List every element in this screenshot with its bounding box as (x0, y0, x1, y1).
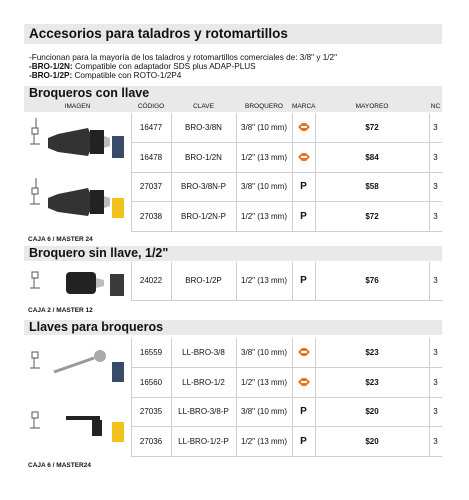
header-mayoreo: MAYOREO (355, 103, 389, 110)
header-nc: NC (430, 103, 441, 110)
cell-codigo: 27036 (139, 436, 163, 446)
cell-nc: 3 (433, 276, 438, 285)
column-divider (131, 397, 132, 426)
cell-marca (292, 172, 315, 201)
section-title: Broquero sin llave, 1/2" (24, 246, 442, 261)
cell-nc: 3 (433, 123, 438, 132)
column-divider (171, 143, 172, 172)
column-divider (429, 397, 430, 426)
cell-broquero: 3/8" (10 mm) (241, 348, 287, 357)
cell-mayoreo: $84 (365, 152, 379, 162)
column-divider (236, 172, 237, 201)
cell-nc: 3 (433, 211, 438, 221)
cell-nc: 3 (433, 152, 438, 162)
column-divider (429, 113, 430, 142)
cell-codigo: 27038 (139, 211, 163, 221)
column-divider (131, 427, 132, 456)
cell-codigo: 16478 (139, 152, 163, 162)
cell-marca (292, 113, 315, 142)
note-line: -Funcionan para la mayoría de los taladros y rotomartillos comerciales de: 3/8" y 1/2" (29, 53, 337, 62)
column-divider (236, 113, 237, 142)
cell-clave: BRO-3/8N-P (181, 182, 226, 191)
row-divider (131, 231, 442, 232)
pretul-brand: P (300, 210, 307, 222)
section-title: Llaves para broqueros (24, 320, 442, 335)
cell-mayoreo: $72 (365, 123, 379, 132)
keyless-chuck-image (26, 262, 130, 302)
chuck-key-image (26, 114, 130, 170)
notes (29, 53, 337, 80)
chuck-key-image (26, 174, 130, 230)
column-divider (131, 202, 132, 231)
cell-nc: 3 (433, 377, 438, 387)
section-footer: CAJA 2 / MASTER 12 (28, 307, 93, 314)
column-divider (236, 143, 237, 172)
column-divider (131, 262, 132, 300)
cell-codigo: 16559 (139, 348, 163, 357)
column-divider (429, 368, 430, 397)
pretul-brand: P (300, 435, 307, 447)
column-divider (131, 113, 132, 142)
column-divider (292, 202, 293, 231)
column-divider (236, 338, 237, 367)
cell-codigo: 24022 (139, 276, 163, 285)
pretul-brand: P (300, 275, 307, 286)
column-divider (236, 368, 237, 397)
column-divider (292, 427, 293, 456)
cell-broquero: 3/8" (10 mm) (241, 182, 287, 191)
column-divider (429, 202, 430, 231)
cell-clave: BRO-1/2N-P (181, 211, 226, 221)
column-divider (292, 113, 293, 142)
cell-mayoreo: $20 (365, 436, 379, 446)
column-divider (171, 368, 172, 397)
cell-marca (292, 202, 315, 231)
column-divider (429, 427, 430, 456)
cell-marca (292, 143, 315, 172)
column-divider (236, 262, 237, 300)
cell-clave: BRO-1/2N (185, 152, 222, 162)
column-divider (131, 143, 132, 172)
cell-marca (292, 427, 315, 456)
cell-mayoreo: $23 (365, 348, 379, 357)
cell-codigo: 27037 (139, 182, 163, 191)
cell-marca (292, 262, 315, 300)
note-line: -BRO-1/2P: Compatible con ROTO-1/2P4 (29, 71, 182, 80)
cell-broquero: 1/2" (13 mm) (241, 377, 287, 387)
column-divider (315, 172, 316, 201)
column-divider (131, 368, 132, 397)
chuck-key-tool-image (26, 398, 130, 454)
column-divider (171, 397, 172, 426)
package-icon (112, 136, 124, 158)
cell-marca (292, 397, 315, 426)
note-line: -BRO-1/2N: Compatible con adaptador SDS plus ADAP-PLUS (29, 62, 256, 71)
package-icon (112, 198, 124, 218)
column-divider (236, 397, 237, 426)
column-divider (171, 262, 172, 300)
cell-clave: LL-BRO-3/8-P (178, 407, 229, 416)
cell-mayoreo: $76 (365, 276, 379, 285)
column-divider (171, 338, 172, 367)
package-icon (110, 274, 124, 296)
cell-codigo: 27035 (139, 407, 163, 416)
column-divider (171, 113, 172, 142)
cell-nc: 3 (433, 182, 438, 191)
truper-icon (298, 114, 310, 122)
cell-marca (292, 338, 315, 367)
cell-clave: LL-BRO-1/2 (182, 377, 225, 387)
section-footer: CAJA 6 / MASTER 24 (28, 236, 93, 243)
cell-broquero: 1/2" (13 mm) (241, 152, 287, 162)
cell-broquero: 3/8" (10 mm) (241, 123, 287, 132)
cell-broquero: 1/2" (13 mm) (241, 276, 287, 285)
cell-clave: LL-BRO-1/2-P (178, 436, 229, 446)
column-divider (292, 262, 293, 300)
header-marca: MARCA (292, 103, 316, 110)
header-clave: CLAVE (193, 103, 214, 110)
column-divider (429, 143, 430, 172)
table-header (24, 101, 442, 112)
column-divider (131, 338, 132, 367)
column-divider (292, 172, 293, 201)
package-icon (112, 422, 124, 442)
header-broquero: BROQUERO (245, 103, 283, 110)
column-divider (315, 427, 316, 456)
cell-marca (292, 368, 315, 397)
column-divider (236, 427, 237, 456)
column-divider (292, 143, 293, 172)
column-divider (315, 262, 316, 300)
row-divider (131, 300, 442, 301)
column-divider (429, 262, 430, 300)
chuck-key-tool-image (26, 338, 130, 394)
cell-mayoreo: $58 (365, 182, 379, 191)
truper-icon (298, 369, 310, 377)
cell-broquero: 1/2" (13 mm) (241, 436, 287, 446)
cell-clave: BRO-1/2P (185, 276, 222, 285)
header-imagen: IMAGEN (64, 103, 91, 110)
cell-codigo: 16477 (139, 123, 163, 132)
cell-mayoreo: $72 (365, 211, 379, 221)
cell-nc: 3 (433, 436, 438, 446)
column-divider (429, 338, 430, 367)
cell-clave: BRO-3/8N (185, 123, 222, 132)
cell-clave: LL-BRO-3/8 (182, 348, 225, 357)
cell-nc: 3 (433, 348, 438, 357)
row-divider (131, 456, 442, 457)
header-codigo: CÓDIGO (137, 103, 165, 110)
column-divider (292, 397, 293, 426)
cell-codigo: 16560 (139, 377, 163, 387)
column-divider (171, 172, 172, 201)
page-title: Accesorios para taladros y rotomartillos (24, 24, 442, 44)
cell-broquero: 3/8" (10 mm) (241, 407, 287, 416)
column-divider (315, 368, 316, 397)
column-divider (131, 172, 132, 201)
cell-nc: 3 (433, 407, 438, 416)
truper-icon (298, 339, 310, 347)
column-divider (236, 202, 237, 231)
column-divider (292, 338, 293, 367)
column-divider (171, 202, 172, 231)
column-divider (429, 172, 430, 201)
section-title: Broqueros con llave (24, 86, 442, 101)
cell-mayoreo: $20 (365, 407, 379, 416)
column-divider (292, 368, 293, 397)
pretul-brand: P (300, 406, 307, 417)
package-icon (112, 362, 124, 382)
column-divider (315, 113, 316, 142)
column-divider (171, 427, 172, 456)
column-divider (315, 397, 316, 426)
cell-mayoreo: $23 (365, 377, 379, 387)
column-divider (315, 202, 316, 231)
truper-icon (298, 144, 310, 152)
section-footer: CAJA 6 / MASTER24 (28, 462, 91, 469)
column-divider (315, 143, 316, 172)
column-divider (315, 338, 316, 367)
cell-broquero: 1/2" (13 mm) (241, 211, 287, 221)
pretul-brand: P (300, 181, 307, 192)
